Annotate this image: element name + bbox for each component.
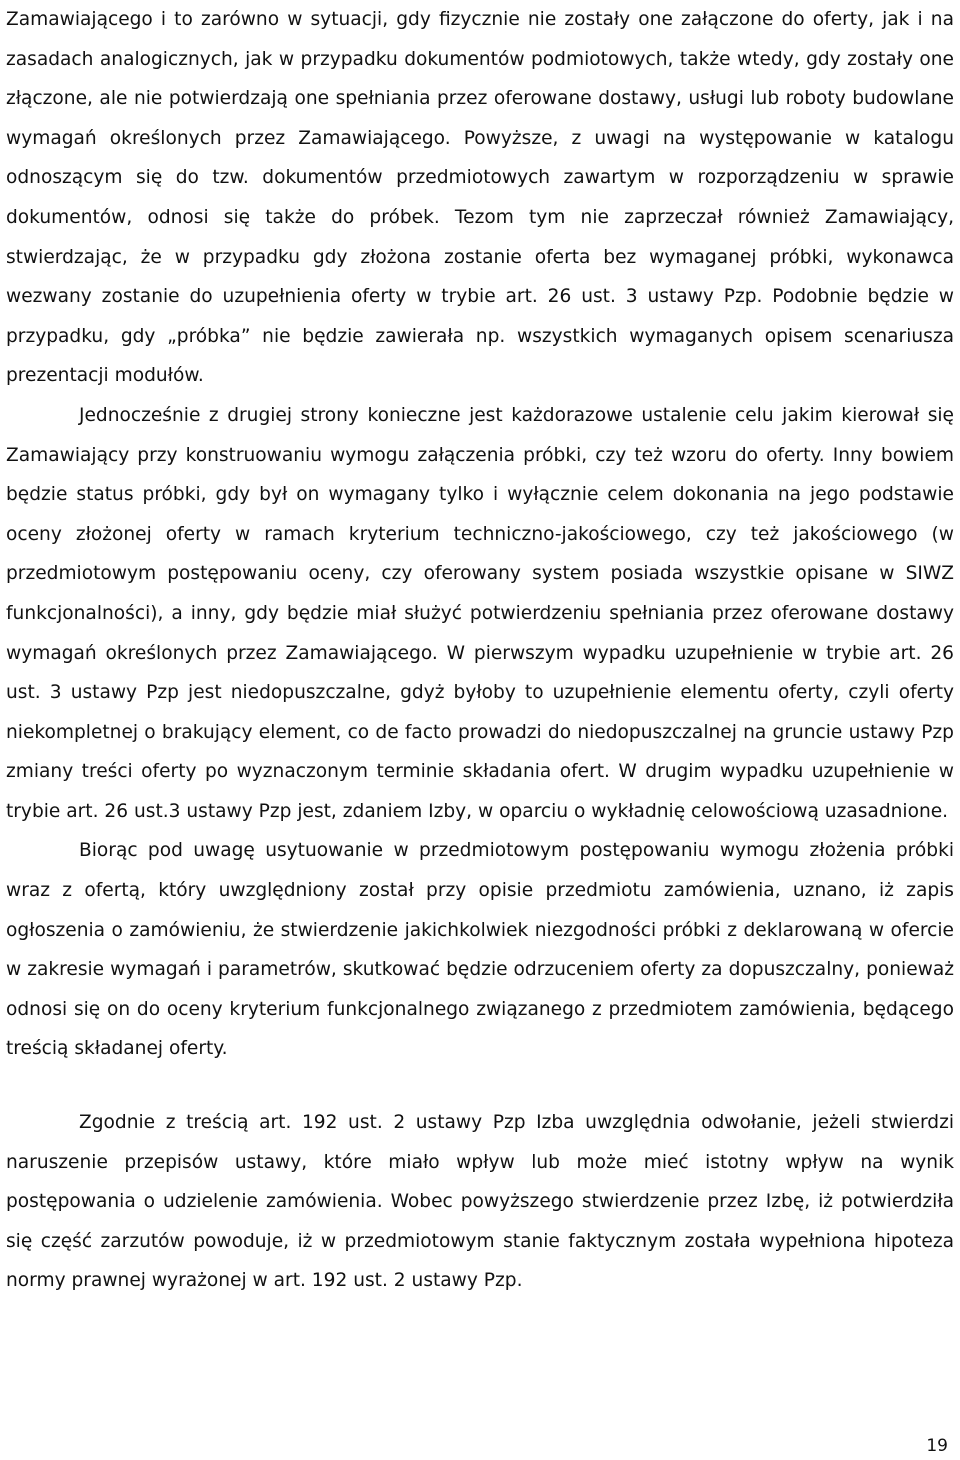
page-number: 19 [926,1436,948,1456]
paragraph-continuation: Zamawiającego i to zarówno w sytuacji, gdy fizycznie nie zostały one załączone do oferty, jak i na zasadach analogicznych, jak w przypadku dokumentów podmiotowych, także wtedy, gdy zostały one złączone, ale nie potwierdzają one spełniania przez oferowane dostawy, usługi lub roboty budowlane wymagań określonych przez Zamawiającego. Powyższe, z uwagi na występowanie w katalogu odnoszącym się do tzw. dokumentów przedmiotowych zawartym w rozporządzeniu w sprawie dokumentów, odnosi się także do próbek. Tezom tym nie zaprzeczał również Zamawiający, stwierdzając, że w przypadku gdy złożona zostanie oferta bez wymaganej próbki, wykonawca wezwany zostanie do uzupełnienia oferty w trybie art. 26 ust. 3 ustawy Pzp. Podobnie będzie w przypadku, gdy „próbka” nie będzie zawierała np. wszystkich wymaganych opisem scenariusza prezentacji modułów. [6,9,954,387]
document-page [6,0,954,1301]
paragraph-purpose-of-sample: Jednocześnie z drugiej strony konieczne jest każdorazowe ustalenie celu jakim kierował się Zamawiający przy konstruowaniu wymogu załączenia próbki, czy też wzoru do oferty. Inny bowiem będzie status próbki, gdy był on wymagany tylko i wyłącznie celem dokonania na jego podstawie oceny złożonej oferty w ramach kryterium techniczno-jakościowego, czy też jakościowego (w przedmiotowym postępowaniu oceny, czy oferowany system posiada wszystkie opisane w SIWZ funkcjonalności), a inny, gdy będzie miał służyć potwierdzeniu spełniania przez oferowane dostawy wymagań określonych przez Zamawiającego. W pierwszym wypadku uzupełnienie w trybie art. 26 ust. 3 ustawy Pzp jest niedopuszczalne, gdyż byłoby to uzupełnienie elementu oferty, czyli oferty niekompletnej o brakujący element, co de facto prowadzi do niedopuszczalnej na gruncie ustawy Pzp zmiany treści oferty po wyznaczonym terminie składania ofert. W drugim wypadku uzupełnienie w trybie art. 26 ust.3 ustawy Pzp jest, zdaniem Izby, w oparciu o wykładnię celowościową uzasadnione. [6,404,954,822]
paragraph-conclusion: Zgodnie z treścią art. 192 ust. 2 ustawy Pzp Izba uwzględnia odwołanie, jeżeli stwierdzi naruszenie przepisów ustawy, które miało wpływ lub może mieć istotny wpływ na wynik postępowania o udzielenie zamówienia. Wobec powyższego stwierdzenie przez Izbę, iż potwierdziła się część zarzutów powoduje, iż w przedmiotowym stanie faktycznym została wypełniona hipoteza normy prawnej wyrażonej w art. 192 ust. 2 ustawy Pzp. [6,1112,954,1292]
paragraph-sample-requirement: Biorąc pod uwagę usytuowanie w przedmiotowym postępowaniu wymogu złożenia próbki wraz z ofertą, który uwzględniony został przy opisie przedmiotu zamówienia, uznano, iż zapis ogłoszenia o zamówieniu, że stwierdzenie jakichkolwiek niezgodności próbki z deklarowaną w ofercie w zakresie wymagań i parametrów, skutkować będzie odrzuceniem oferty za dopuszczalny, ponieważ odnosi się on do oceny kryterium funkcjonalnego związanego z przedmiotem zamówienia, będącego treścią składanej oferty. [6,840,954,1060]
